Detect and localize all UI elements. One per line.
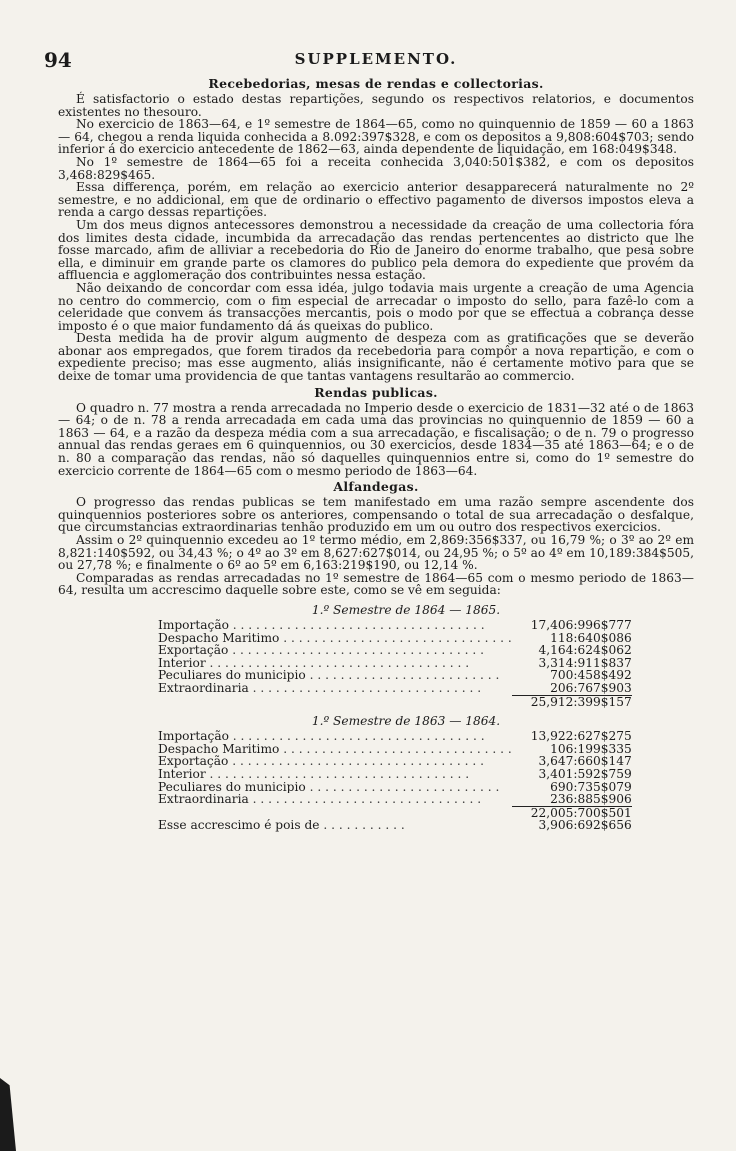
- table-row: Peculiares do municipio . . . . . . . . . . . . . . . . . . . . . . . . . 690:735$079: [158, 779, 632, 794]
- row-label: Interior: [158, 767, 206, 781]
- paragraph: É satisfactorio o estado destas repartições, segundo os respectivos relatorios, e documentos existentes no thesouro.: [58, 92, 694, 119]
- row-value: 13,922:627$275: [530, 729, 632, 744]
- page-header: [44, 48, 694, 74]
- table-row: Extraordinaria . . . . . . . . . . . . . . . . . . . . . . . . . . . . . . 236:885$906: [158, 792, 632, 807]
- table-row: Importação . . . . . . . . . . . . . . . . . . . . . . . . . . . . . . . . . 17,406:996$777: [158, 617, 632, 632]
- table-row: Importação . . . . . . . . . . . . . . . . . . . . . . . . . . . . . . . . . 13,922:627$275: [158, 729, 632, 744]
- row-value: 236:885$906: [550, 792, 632, 807]
- paragraph: O quadro n. 77 mostra a renda arrecadada no Imperio desde o exercicio de 1831—32 até o de 1863 — 64; o de n. 78 a renda arrecadada em cada uma das provincias no quinquennio de 1859 — 60 a 1863 — 64, e a razão da despeza média com a sua arrecadação, e fiscalisação; o de n. 79 o progresso annual das rendas geraes em 6 quinquennios, ou 30 exercicios, desde 1834—35 até 1863—64; e o de n. 80 a comparação das rendas, não só daquelles quinquennios entre si, como do 1º semestre do exercicio corrente de 1864—65 com o mesmo periodo de 1863—64.: [58, 400, 694, 478]
- paragraph: O progresso das rendas publicas se tem manifestado em uma razão sempre ascendente dos quinquennios posteriores sobre os anteriores, compensando o total de sua arrecadação o desfalque, que circumstancias extraordinarias tenhão produzido em um ou outro dos respectivos exercicios.: [58, 495, 694, 535]
- section-title-rendas-publicas: Rendas publicas.: [314, 384, 438, 400]
- table-caption-1864: 1.º Semestre de 1864 — 1865.: [311, 602, 501, 617]
- difference-label: Esse accrescimo é pois de: [158, 819, 320, 832]
- table-row: Interior . . . . . . . . . . . . . . . . . . . . . . . . . . . . . . . . . . 3,314:911$837: [158, 655, 632, 670]
- row-value: 118:640$086: [550, 630, 632, 645]
- table-row: Despacho Maritimo . . . . . . . . . . . . . . . . . . . . . . . . . . . . . . 118:640$086: [158, 630, 632, 645]
- row-label: Importação: [158, 730, 229, 743]
- running-title: SUPPLEMENTO.: [294, 50, 458, 68]
- table-row: Exportação . . . . . . . . . . . . . . . . . . . . . . . . . . . . . . . . . 4,164:624$062: [158, 643, 632, 658]
- row-label: Exportação: [158, 644, 229, 657]
- difference-value: 3,906:692$656: [538, 818, 632, 833]
- row-label: Peculiares do municipio: [158, 669, 306, 682]
- row-value: 3,401:592$759: [538, 766, 632, 781]
- revenue-table-1864: [158, 619, 632, 708]
- paragraph: Desta medida ha de provir algum augmento de despeza com as gratificações que se deverão abonar aos empregados, que forem tirados da recebedoria para compôr a nova repartição, e com o expediente preciso; mas esse augmento, aliás insignificante, não é certamente motivo para que se deixe de tomar uma providencia de que tantas vantagens resultarão ao commercio.: [58, 331, 694, 384]
- page-number: 94: [44, 48, 72, 72]
- total-value: 22,005:700$501: [512, 806, 632, 819]
- row-label: Despacho Maritimo: [158, 631, 280, 645]
- revenue-table-1863: [158, 730, 632, 832]
- table-caption-1863: 1.º Semestre de 1863 — 1864.: [311, 714, 501, 729]
- row-value: 106:199$335: [550, 741, 632, 756]
- row-label: Peculiares do municipio: [158, 780, 306, 794]
- row-label: Importação: [158, 618, 229, 632]
- row-value: 700:458$492: [550, 668, 632, 683]
- row-label: Extraordinaria: [158, 681, 249, 696]
- table-row: Extraordinaria . . . . . . . . . . . . . . . . . . . . . . . . . . . . . . 206:767$903: [158, 680, 632, 696]
- row-value: 3,314:911$837: [538, 655, 632, 670]
- row-value: 206:767$903: [550, 680, 632, 695]
- paragraph: Não deixando de concordar com essa idéa, julgo todavia mais urgente a creação de uma Agencia no centro do commercio, com o fim especial de arrecadar o imposto do sello, para fazê-lo com a celeridade que convem ás transacções mercantis, pois o modo por que se effectua a cobrança desse imposto é o que maior fundamento dá ás queixas do publico.: [58, 280, 694, 333]
- paragraph: No exercicio de 1863—64, e 1º semestre de 1864—65, como no quinquennio de 1859 — 60 a 1863 — 64, chegou a renda liquida conhecida a 8.092:397$328, e com os depositos a 9,808:604$703; sendo inferior á do exercicio antecedente de 1862—63, ainda dependente de liquidação, em 168:049$348.: [58, 117, 694, 157]
- paragraph: No 1º semestre de 1864—65 foi a receita conhecida 3,040:501$382, e com os depositos 3,468:829$465.: [58, 154, 694, 182]
- difference-row: Esse accrescimo é pois de . . . . . . . . . . . 3,906:692$656: [158, 818, 632, 833]
- row-value: 3,647:660$147: [538, 754, 632, 769]
- row-label: Exportação: [158, 755, 229, 768]
- table-row: Interior . . . . . . . . . . . . . . . . . . . . . . . . . . . . . . . . . . 3,401:592$759: [158, 766, 632, 781]
- table-row: Despacho Maritimo . . . . . . . . . . . . . . . . . . . . . . . . . . . . . . 106:199$335: [158, 741, 632, 756]
- paragraph: Um dos meus dignos antecessores demonstrou a necessidade da creação de uma collectoria fóra dos limites desta cidade, incumbida da arrecadação das rendas pertencentes ao districto que lhe fosse marcado, afim de alliviar a recebedoria do Rio de Janeiro do enorme trabalho, que pesa sobre ella, e diminuir em grande parte os clamores do publico pela demora do expediente que provém da affluencia e agglomeração dos contribuintes nessa estação.: [58, 217, 694, 283]
- paragraph: Comparadas as rendas arrecadadas no 1º semestre de 1864—65 com o mesmo periodo de 1863—64, resulta um accrescimo daquelle sobre este, como se vê em seguida:: [58, 570, 694, 598]
- table-total-row: [158, 695, 632, 708]
- paragraph: Assim o 2º quinquennio excedeu ao 1º termo médio, em 2,869:356$337, ou 16,79 %; o 3º ao 2º em 8,821:140$592, ou 34,43 %; o 4º ao 3º em 8,627:627$014, ou 24,95 %; o 5º ao 4º em 10,189:384$505, ou 27,78 %; e finalmente o 6º ao 5º em 6,163:219$190, ou 12,14 %.: [58, 533, 694, 573]
- section-title-recebedorias: Recebedorias, mesas de rendas e collectorias.: [208, 76, 544, 91]
- table-row: Peculiares do municipio . . . . . . . . . . . . . . . . . . . . . . . . . 700:458$492: [158, 668, 632, 683]
- total-value: 25,912:399$157: [512, 695, 632, 708]
- row-label: Interior: [158, 656, 206, 670]
- row-value: 690:735$079: [550, 779, 632, 794]
- table-row: Exportação . . . . . . . . . . . . . . . . . . . . . . . . . . . . . . . . . 3,647:660$147: [158, 754, 632, 769]
- binding-edge-shadow: [0, 1078, 16, 1151]
- row-value: 4,164:624$062: [538, 643, 632, 658]
- document-page: [44, 48, 694, 833]
- row-label: Despacho Maritimo: [158, 742, 280, 756]
- row-label: Extraordinaria: [158, 793, 249, 807]
- section-title-alfandegas: Alfandegas.: [333, 479, 419, 495]
- paragraph: Essa differença, porém, em relação ao exercicio anterior desapparecerá naturalmente no 2º semestre, e no addicional, em que de ordinario o effectivo pagamento de diversos impostos eleva a renda a cargo dessas repartições.: [58, 180, 694, 220]
- row-value: 17,406:996$777: [530, 617, 632, 632]
